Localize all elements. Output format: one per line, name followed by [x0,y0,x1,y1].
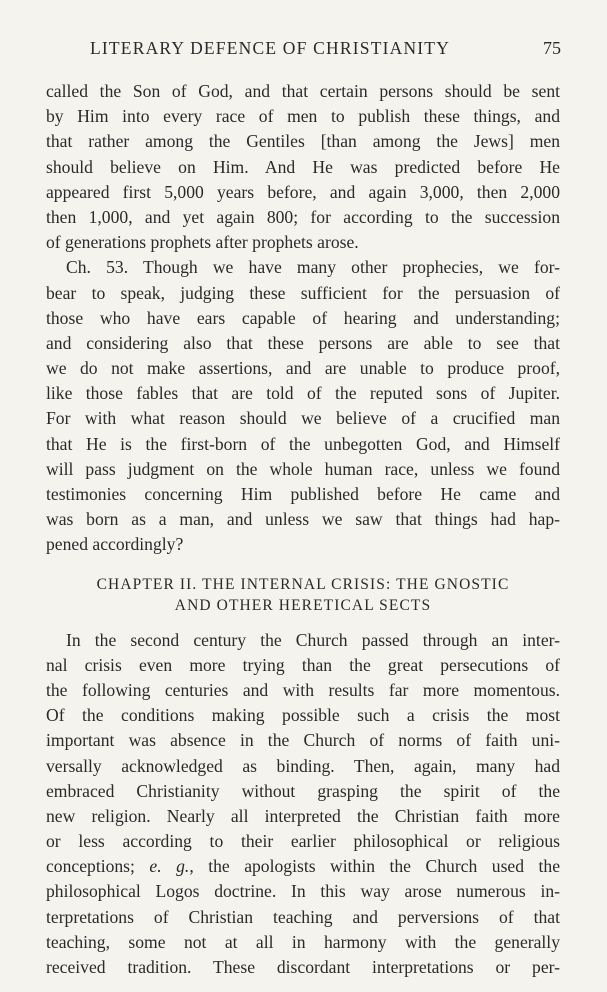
text-line: bear to speak, judging these sufficient for the persuasion of [46,282,560,303]
running-title: LITERARY DEFENCE OF CHRISTIANITY [90,38,451,58]
chapter-heading [46,574,560,616]
text-line: versally acknowledged as binding. Then, again, many had [46,755,560,776]
chapter-heading-line-2: AND OTHER HERETICAL SECTS [174,596,432,614]
text-line: will pass judgment on the whole human race, unless we found [46,458,560,479]
text-line: teaching, some not at all in harmony with the generally [46,931,560,952]
text-segment: conceptions; [46,856,150,877]
text-line: that He is the first-born of the unbegotten God, and Himself [46,433,560,454]
text-line: by Him into every race of men to publish these things, and [46,106,560,127]
text-line: In the second century the Church passed through an inter- [66,629,560,650]
text-segment: , the apologists within the Church used the [189,856,561,877]
text-line: important was absence in the Church of norms of faith uni- [46,730,560,751]
text-line: like those fables that are told of the reputed sons of Jupiter. [46,383,560,404]
text-line: philosophical Logos doctrine. In this way arose numerous in- [46,881,560,902]
text-line: those who have ears capable of hearing and understanding; [46,307,560,328]
text-line: of generations prophets after prophets arose. [46,232,359,253]
text-line: Ch. 53. Though we have many other prophecies, we for- [66,257,560,278]
text-line [46,854,560,879]
text-line: called the Son of God, and that certain persons should be sent [46,81,560,101]
text-line: For with what reason should we believe of a crucified man [46,408,560,429]
text-line: or less according to their earlier philosophical or religious [46,831,560,852]
text-line: embraced Christianity without grasping the spirit of the [46,780,560,801]
text-line: then 1,000, and yet again 800; for according to the succession [46,206,560,227]
text-line: pened accordingly? [46,534,184,555]
text-line: that rather among the Gentiles [than among the Jews] men [46,131,560,152]
text-line: received tradition. These discordant interpretations or per- [46,957,560,977]
text-line: Of the conditions making possible such a crisis the most [46,705,560,726]
paragraph-3 [46,628,560,981]
text-line: the following centuries and with results far more momentous. [46,679,560,700]
text-line: terpretations of Christian teaching and perversions of that [46,906,560,927]
chapter-heading-line-1: CHAPTER II. THE INTERNAL CRISIS: THE GNOSTIC [96,575,510,593]
body-text [46,79,560,980]
text-line: should believe on Him. And He was predicted before He [46,156,560,177]
text-line: and considering also that these persons are able to see that [46,332,560,353]
running-header [90,38,561,59]
text-line: we do not make assertions, and are unable to produce proof, [46,358,560,379]
text-line: testimonies concerning Him published before He came and [46,484,560,504]
page-number: 75 [543,38,561,58]
text-line: appeared first 5,000 years before, and again 3,000, then 2,000 [46,181,560,202]
text-line: nal crisis even more trying than the great persecutions of [46,654,560,675]
text-line: new religion. Nearly all interpreted the Christian faith more [46,805,560,826]
paragraph-1 [46,79,560,255]
italic-abbreviation: e. g. [149,856,190,877]
text-line: was born as a man, and unless we saw that things had hap- [46,509,560,530]
paragraph-2 [46,255,560,557]
